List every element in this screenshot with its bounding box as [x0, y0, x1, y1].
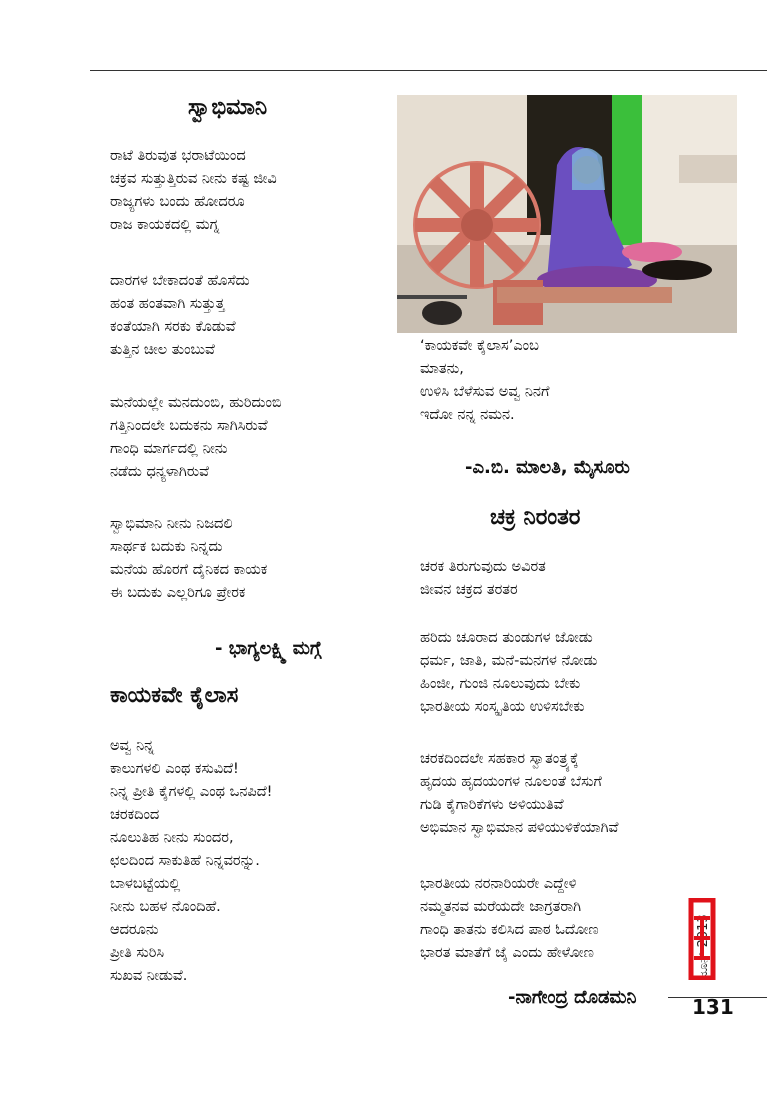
poem-line: ಬಾಳಬಟ್ಟೆಯಲ್ಲಿ	[110, 876, 181, 892]
poem-line: ಹೃದಯ ಹೃದಯಂಗಳ ನೂಲಂತೆ ಬೆಸುಗೆ	[420, 774, 602, 790]
mayura-logo	[688, 898, 718, 980]
poem2-author: -ಎ.ಬಿ. ಮಾಲತಿ, ಮೈಸೂರು	[465, 457, 630, 478]
poem3-author: -ನಾಗೇಂದ್ರ ದೊಡಮನಿ	[508, 987, 637, 1008]
poem-line: ಗುಡಿ ಕೈಗಾರಿಕೆಗಳು ಅಳಿಯುತಿವೆ	[420, 797, 564, 813]
poem-title-svabhimani: ಸ್ವಾಭಿಮಾನಿ	[188, 95, 268, 120]
poem-line: ನಮ್ಮತನವ ಮರೆಯದೇ ಜಾಗ್ರತರಾಗಿ	[420, 899, 582, 915]
header-rule	[90, 70, 767, 71]
poem-line: ನೂಲುತಿಹ ನೀನು ಸುಂದರ,	[110, 830, 234, 846]
poem3-stanza-2	[420, 627, 597, 719]
poem-line: ಹಿಂಜೀ, ಗುಂಜಿ ನೂಲುವುದು ಬೇಕು	[420, 676, 581, 692]
poem-line: ಕಂತೆಯಾಗಿ ಸರಕು ಕೊಡುವೆ	[110, 319, 236, 335]
poem-line: ಮಾತನು,	[420, 361, 464, 377]
spinning-wheel-photo	[397, 95, 737, 333]
poem-line: ಭಾರತೀಯ ನರನಾರಿಯರೇ ಎದ್ದೇಳಿ	[420, 876, 577, 892]
issue-date: ಜೂನ್ 2013	[696, 914, 711, 980]
poem-title-kayakave-kailasa: ಕಾಯಕವೇ ಕೈಲಾಸ	[110, 683, 239, 708]
poem-line: ದಾರಗಳ ಬೇಕಾದಂತೆ ಹೊಸೆದು	[110, 273, 250, 289]
poem2-continuation	[420, 335, 549, 427]
poem-line: ಆದರೂನು	[110, 922, 159, 938]
poem-line: ಚಕ್ರವ ಸುತ್ತುತ್ತಿರುವ ನೀನು ಕಷ್ಟ ಜೀವಿ	[110, 171, 277, 187]
poem-line: ಧರ್ಮ, ಜಾತಿ, ಮನೆ-ಮನಗಳ ನೋಡು	[420, 653, 598, 669]
poem-line: ನಿನ್ನ ಪ್ರೀತಿ ಕೈಗಳಲ್ಲಿ ಎಂಥ ಒನಪಿದೆ!	[110, 784, 273, 800]
poem-line: ಮನೆಯ ಹೊರಗೆ ದೈನಿಕದ ಕಾಯಕ	[110, 562, 268, 578]
poem-line: ರಾಟೆ ತಿರುವುತ ಭರಾಟೆಯಿಂದ	[110, 148, 246, 164]
poem-line: ಕಾಲುಗಳಲಿ ಎಂಥ ಕಸುವಿದೆ!	[110, 761, 239, 777]
poem-line: ಭಾರತೀಯ ಸಂಸ್ಕೃತಿಯ ಉಳಿಸಬೇಕು	[420, 699, 585, 715]
poem3-stanza-3	[420, 748, 618, 840]
poem1-author: - ಭಾಗ್ಯಲಕ್ಷ್ಮಿ ಮಗ್ಗೆ	[215, 638, 322, 659]
poem-title-chakra-nirantara: ಚಕ್ರ ನಿರಂತರ	[490, 505, 581, 530]
poem2-body	[110, 735, 273, 988]
poem-line: ಗಾಂಧಿ ಮಾರ್ಗದಲ್ಲಿ ನೀನು	[110, 441, 228, 457]
poem-line: ನಡೆದು ಧನ್ಯಳಾಗಿರುವೆ	[110, 464, 209, 480]
poem-line: ಉಳಿಸಿ ಬೆಳೆಸುವ ಅವ್ವ ನಿನಗೆ	[420, 384, 550, 400]
poem-line: ಚರಕದಿಂದಲೇ ಸಹಕಾರ ಸ್ವಾತಂತ್ರ್ಯಕ್ಕೆ	[420, 751, 579, 767]
poem-line: ಹರಿದು ಚೂರಾದ ತುಂಡುಗಳ ಜೋಡು	[420, 630, 593, 646]
poem3-stanza-4	[420, 873, 599, 965]
poem-line: ರಾಜ ಕಾಯಕದಲ್ಲಿ ಮಗ್ನ	[110, 217, 220, 233]
poem1-stanza-4	[110, 513, 267, 605]
poem-line: ಜೀವನ ಚಕ್ರದ ತರತರ	[420, 582, 518, 598]
poem-line: ತುತ್ತಿನ ಚೀಲ ತುಂಬುವೆ	[110, 342, 215, 358]
poem-line: ಸಾರ್ಥಕ ಬದುಕು ನಿನ್ನದು	[110, 539, 223, 555]
poem-line: ಚರಕ ತಿರುಗುವುದು ಅವಿರತ	[420, 559, 546, 575]
poem-line: ‘ಕಾಯಕವೇ ಕೈಲಾಸ’ಎಂಬ	[420, 338, 539, 354]
poem-line: ಈ ಬದುಕು ಎಲ್ಲರಿಗೂ ಪ್ರೇರಕ	[110, 585, 246, 601]
poem1-stanza-2	[110, 270, 250, 362]
poem-line: ಗಾಂಧಿ ತಾತನು ಕಲಿಸಿದ ಪಾಠ ಓದೋಣ	[420, 922, 599, 938]
poem3-stanza-1	[420, 556, 546, 602]
poem-line: ಚರಕದಿಂದ	[110, 807, 160, 823]
poem-line: ಪ್ರೀತಿ ಸುರಿಸಿ	[110, 945, 165, 961]
poem-line: ನೀನು ಬಹಳ ನೊಂದಿಹೆ.	[110, 899, 221, 915]
poem-line: ಮನೆಯಲ್ಲೇ ಮನದುಂಬಿ, ಹುರಿದುಂಬಿ	[110, 395, 282, 411]
poem-line: ಸ್ವಾಭಿಮಾನಿ ನೀನು ನಿಜದಲಿ	[110, 516, 233, 532]
poem1-stanza-1	[110, 145, 277, 237]
poem-line: ಛಲದಿಂದ ಸಾಕುತಿಹೆ ನಿನ್ನವರನ್ನು.	[110, 853, 260, 869]
page-number: 131	[692, 995, 734, 1019]
poem-line: ಇದೋ ನನ್ನ ನಮನ.	[420, 407, 515, 423]
poem-line: ಅಭಿಮಾನ ಸ್ವಾಭಿಮಾನ ಪಳಿಯುಳಿಕೆಯಾಗಿವೆ	[420, 820, 619, 836]
poem-line: ಅವ್ವ ನಿನ್ನ	[110, 738, 155, 754]
poem-line: ಸುಖವ ನೀಡುವೆ.	[110, 968, 188, 984]
poem-line: ರಾಜ್ಯಗಳು ಬಂದು ಹೋದರೂ	[110, 194, 245, 210]
poem-line: ಭಾರತ ಮಾತೆಗೆ ಜೈ ಎಂದು ಹೇಳೋಣ	[420, 945, 594, 961]
poem-line: ಹಂತ ಹಂತವಾಗಿ ಸುತ್ತುತ್ತ	[110, 296, 225, 312]
poem-line: ಗತ್ತಿನಿಂದಲೇ ಬದುಕನು ಸಾಗಿಸಿರುವೆ	[110, 418, 268, 434]
poem1-stanza-3	[110, 392, 282, 484]
